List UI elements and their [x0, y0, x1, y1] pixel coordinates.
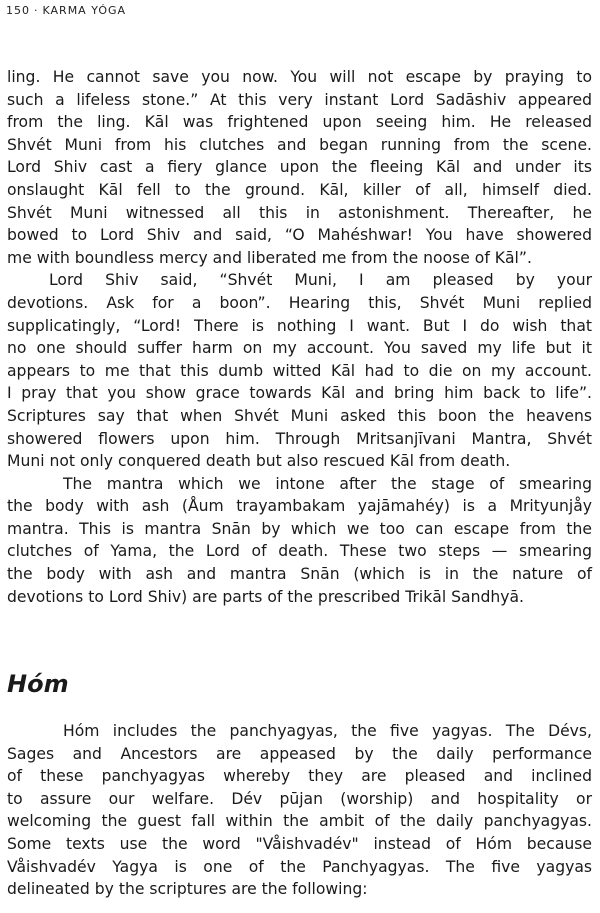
- text-line: of these panchyagyas whereby they are pleased and inclined: [7, 767, 592, 786]
- paragraph-3: [7, 473, 592, 609]
- text-line: devotions to Lord Shiv) are parts of the prescribed Trikāl Sandhyā.: [7, 587, 524, 606]
- text-line: clutches of Yama, the Lord of death. These two steps — smearing: [7, 542, 592, 561]
- paragraph-2: [7, 269, 592, 472]
- text-line: the body with ash (Åum trayambakam yajāmahéy) is a Mrityunjåy: [7, 497, 592, 516]
- text-line: such a lifeless stone.” At this very instant Lord Sadāshiv appeared: [7, 90, 592, 109]
- text-line: the body with ash and mantra Snān (which is in the nature of: [7, 565, 592, 584]
- body-text: [7, 66, 592, 608]
- paragraph-4: [7, 720, 592, 901]
- text-line: Våishvadév Yagya is one of the Panchyagyas. The five yagyas: [7, 857, 592, 876]
- text-line: The mantra which we intone after the stage of smearing: [63, 474, 592, 493]
- text-line: supplicatingly, “Lord! There is nothing I want. But I do wish that: [7, 316, 592, 335]
- text-line: Muni not only conquered death but also rescued Kāl from death.: [7, 452, 511, 471]
- paragraph-1: [7, 66, 592, 269]
- text-line: appears to me that this dumb witted Kāl had to die on my account.: [7, 361, 592, 380]
- header-separator: ·: [34, 4, 39, 17]
- text-line: Some texts use the word "Våishvadév" instead of Hóm because: [7, 834, 592, 853]
- text-line: Shvét Muni witnessed all this in astonishment. Thereafter, he: [7, 203, 592, 222]
- text-line: delineated by the scriptures are the following:: [7, 880, 368, 899]
- text-line: onslaught Kāl fell to the ground. Kāl, killer of all, himself died.: [7, 180, 592, 199]
- text-line: Lord Shiv said, “Shvét Muni, I am pleased by your: [49, 271, 592, 290]
- text-line: Scriptures say that when Shvét Muni asked this boon the heavens: [7, 406, 592, 425]
- page-number: 150: [6, 4, 30, 17]
- text-line: to assure our welfare. Dév pūjan (worship) and hospitality or: [7, 789, 592, 808]
- text-line: no one should suffer harm on my account. You saved my life but it: [7, 339, 592, 358]
- running-head: [6, 4, 126, 17]
- text-line: devotions. Ask for a boon”. Hearing this, Shvét Muni replied: [7, 293, 592, 312]
- text-line: Lord Shiv cast a fiery glance upon the fleeing Kāl and under its: [7, 158, 592, 177]
- section-body: [7, 720, 592, 901]
- text-line: Shvét Muni from his clutches and began running from the scene.: [7, 135, 592, 154]
- text-line: showered flowers upon him. Through Mritsanjīvani Mantra, Shvét: [7, 429, 592, 448]
- section-heading: Hóm: [7, 670, 69, 698]
- text-line: welcoming the guest fall within the ambit of the daily panchyagyas.: [7, 812, 592, 831]
- text-line: me with boundless mercy and liberated me from the noose of Kāl”.: [7, 248, 532, 267]
- text-line: from the ling. Kāl was frightened upon seeing him. He released: [7, 113, 592, 132]
- text-line: Sages and Ancestors are appeased by the daily performance: [7, 744, 592, 763]
- book-title: KARMA YÓGA: [42, 4, 127, 17]
- text-line: I pray that you show grace towards Kāl and bring him back to life”.: [7, 384, 592, 403]
- text-line: Hóm includes the panchyagyas, the five yagyas. The Dévs,: [63, 722, 592, 740]
- text-line: bowed to Lord Shiv and said, “O Mahéshwar! You have showered: [7, 226, 592, 245]
- text-line: mantra. This is mantra Snān by which we too can escape from the: [7, 519, 592, 538]
- text-line: ling. He cannot save you now. You will not escape by praying to: [7, 68, 592, 86]
